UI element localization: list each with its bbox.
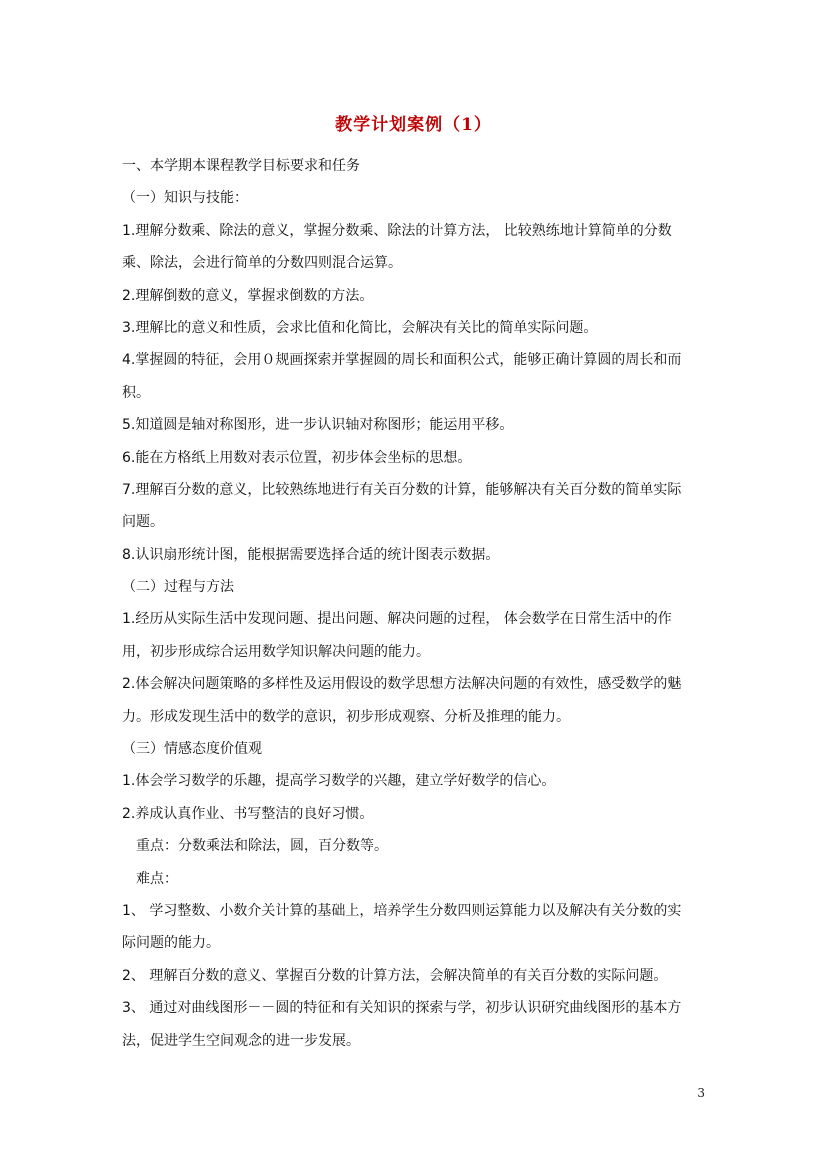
paragraph-line: 乘、除法，会进行简单的分数四则混合运算。 (122, 255, 402, 272)
subsection-heading: （一）知识与技能： (122, 190, 248, 207)
paragraph-line: 法，促进学生空间观念的进一步发展。 (122, 1032, 360, 1049)
page-number: 3 (697, 1086, 705, 1100)
paragraph-line: 积。 (122, 384, 150, 401)
paragraph-line: 问题。 (122, 514, 164, 531)
section-heading: 一、本学期本课程教学目标要求和任务 (122, 158, 360, 174)
paragraph-line: 2.体会解决问题策略的多样性及运用假设的数学思想方法解决问题的有效性，感受数学的魅 (122, 676, 682, 693)
paragraph-line: 3、 通过对曲线图形－－圆的特征和有关知识的探索与学，初步认识研究曲线图形的基本方 (122, 1000, 682, 1017)
paragraph-line: 1、 学习整数、小数介关计算的基础上，培养学生分数四则运算能力以及解决有关分数的实 (122, 902, 682, 919)
paragraph-line: 2.养成认真作业、书写整洁的良好习惯。 (122, 805, 374, 822)
paragraph-line: 5.知道圆是轴对称图形，进一步认识轴对称图形；能运用平移。 (122, 417, 514, 434)
paragraph-line: 7.理解百分数的意义，比较熟练地进行有关百分数的计算，能够解决有关百分数的简单实际 (122, 481, 682, 498)
paragraph-line: 际问题的能力。 (122, 935, 220, 952)
paragraph-line: 用，初步形成综合运用数学知识解决问题的能力。 (122, 643, 430, 660)
paragraph-line: 1.体会学习数学的乐趣，提高学习数学的兴趣，建立学好数学的信心。 (122, 773, 556, 790)
paragraph-line: 3.理解比的意义和性质，会求比值和化简比，会解决有关比的简单实际问题。 (122, 319, 598, 336)
paragraph-line: 力。形成发现生活中的数学的意识，初步形成观察、分析及推理的能力。 (122, 708, 570, 725)
paragraph-line: 4.掌握圆的特征，会用０规画探索并掌握圆的周长和面积公式，能够正确计算圆的周长和而 (122, 352, 682, 369)
document-body (122, 150, 710, 1057)
key-points-line: 重点：分数乘法和除法，圆，百分数等。 (136, 838, 388, 855)
paragraph-line: 2.理解倒数的意义，掌握求倒数的方法。 (122, 287, 374, 304)
subsection-heading: （二）过程与方法 (122, 579, 234, 596)
document-title: 教学计划案例（1） (335, 115, 492, 135)
paragraph-line: 1.理解分数乘、除法的意义，掌握分数乘、除法的计算方法， 比较熟练地计算简单的分数 (122, 222, 672, 239)
paragraph-line: 8.认识扇形统计图，能根据需要选择合适的统计图表示数据。 (122, 546, 500, 563)
paragraph-line: 2、 理解百分数的意义、掌握百分数的计算方法，会解决简单的有关百分数的实际问题。 (122, 967, 668, 984)
subsection-heading: （三）情感态度价值观 (122, 741, 262, 758)
difficulties-heading: 难点： (136, 870, 178, 887)
paragraph-line: 1.经历从实际生活中发现问题、提出问题、解决问题的过程， 体会数学在日常生活中的作 (122, 611, 672, 628)
paragraph-line: 6.能在方格纸上用数对表示位置，初步体会坐标的思想。 (122, 449, 472, 466)
